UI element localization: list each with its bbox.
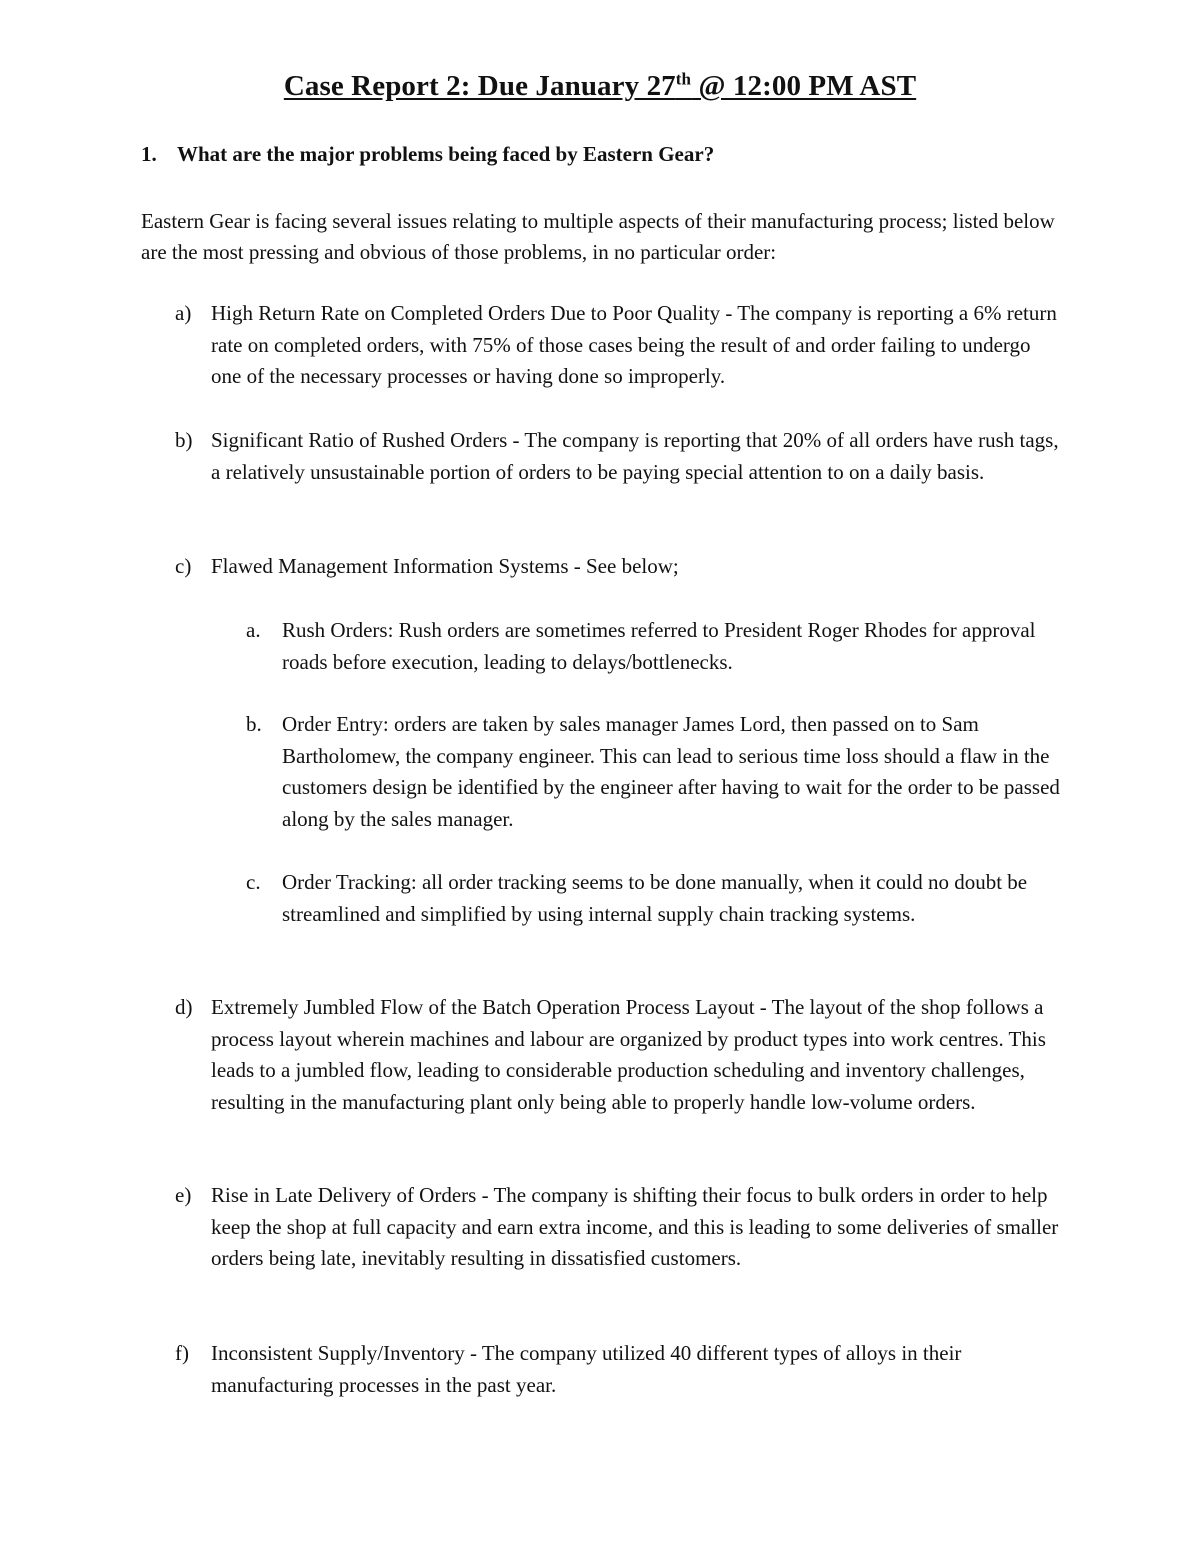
report-title-prefix: Case Report 2: Due January 27 (283, 70, 676, 102)
problem-text: Significant Ratio of Rushed Orders - The company is reporting that 20% of all orders have rush tags, a relatively unsustainable portion of orders to be paying special attention to on a daily basis. (211, 428, 1059, 484)
list-marker: c) (175, 554, 192, 578)
subproblem-text: Rush Orders: Rush orders are sometimes referred to President Roger Rhodes for approval roads before execution, leading to delays/bottlenecks. (282, 618, 1036, 674)
report-title-suffix: @ 12:00 PM AST (691, 70, 917, 102)
list-marker: c. (246, 870, 261, 894)
report-title-superscript: th (675, 69, 692, 89)
list-marker: f) (175, 1341, 189, 1365)
question-number: 1. (141, 142, 157, 166)
question-heading (141, 142, 714, 167)
question-text: What are the major problems being faced by Eastern Gear? (177, 142, 715, 166)
list-marker: b) (175, 428, 193, 452)
subproblem-text: Order Entry: orders are taken by sales manager James Lord, then passed on to Sam Bartholomew, the company engineer. This can lead to serious time loss should a flaw in the customers design be identified by the engineer after having to wait for the order to be passed along by the sales manager. (282, 712, 1060, 831)
list-marker: a) (175, 301, 192, 325)
problem-text: Flawed Management Information Systems - See below; (211, 554, 679, 578)
report-title (0, 70, 1200, 103)
intro-paragraph: Eastern Gear is facing several issues relating to multiple aspects of their manufacturing process; listed below are the most pressing and obvious of those problems, in no particular order: (141, 209, 1055, 264)
problem-text: Inconsistent Supply/Inventory - The company utilized 40 different types of alloys in their manufacturing processes in the past year. (211, 1341, 962, 1397)
list-marker: e) (175, 1183, 192, 1207)
problem-text: Extremely Jumbled Flow of the Batch Operation Process Layout - The layout of the shop follows a process layout wherein machines and labour are organized by product types into work centres. This leads to a jumbled flow, leading to considerable production scheduling and inventory challenges, resulting in the manufacturing plant only being able to properly handle low-volume orders. (211, 995, 1046, 1114)
problem-text: Rise in Late Delivery of Orders - The company is shifting their focus to bulk orders in order to help keep the shop at full capacity and earn extra income, and this is leading to some deliveries of smaller orders being late, inevitably resulting in dissatisfied customers. (211, 1183, 1059, 1270)
list-marker: b. (246, 712, 262, 736)
subproblem-text: Order Tracking: all order tracking seems to be done manually, when it could no doubt be streamlined and simplified by using internal supply chain tracking systems. (282, 870, 1028, 926)
problem-text: High Return Rate on Completed Orders Due to Poor Quality - The company is reporting a 6% return rate on completed orders, with 75% of those cases being the result of and order failing to undergo one of the necessary processes or having done so improperly. (211, 301, 1057, 388)
list-marker: d) (175, 995, 193, 1019)
list-marker: a. (246, 618, 261, 642)
